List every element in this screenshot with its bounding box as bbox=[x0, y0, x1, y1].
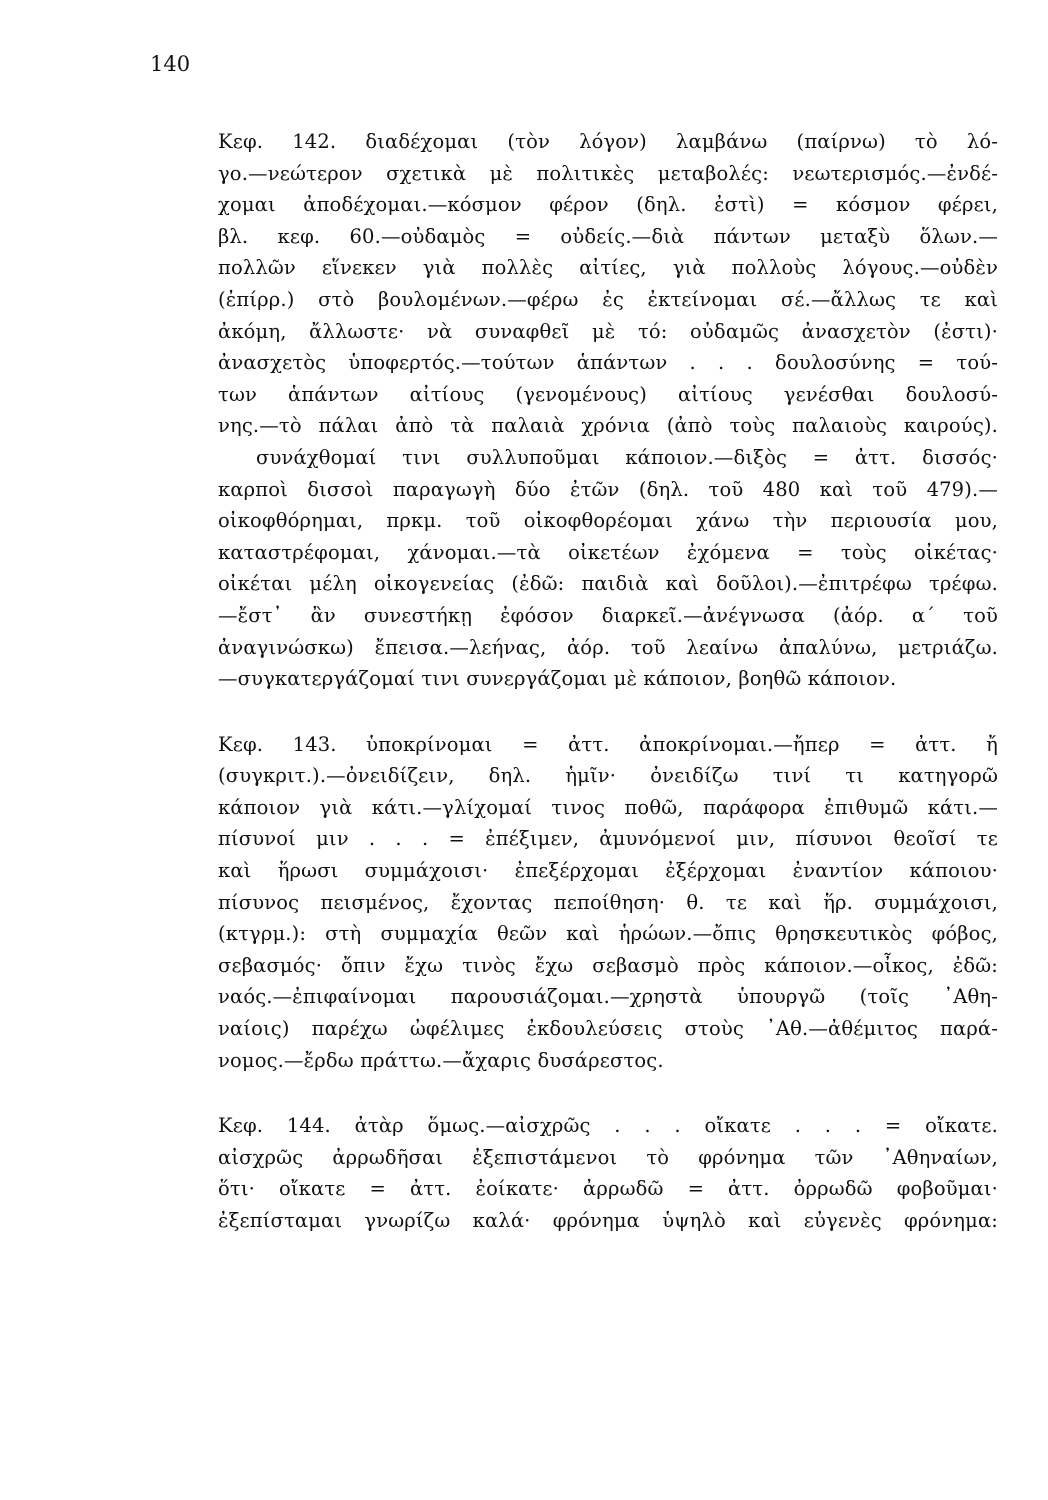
text-line: βλ. κεφ. 60.—οὐδαμὸς = οὐδείς.—διὰ πάντων μεταξὺ ὅλων.— bbox=[218, 224, 998, 248]
text-line: συνάχθομαί τινι συλλυποῦμαι κάποιον.—διξὸς = ἀττ. δισσός· bbox=[256, 445, 998, 469]
text-line: ὅτι· οἴκατε = ἀττ. ἐοίκατε· ἀρρωδῶ = ἀττ. ὀρρωδῶ φοβοῦμαι· bbox=[218, 1177, 998, 1201]
text-line: ἀνασχετὸς ὑποφερτός.—τούτων ἁπάντων . . . δουλοσύνης = τού- bbox=[218, 351, 998, 375]
text-line: ἐξεπίσταμαι γνωρίζω καλά· φρόνημα ὑψηλὸ καὶ εὐγενὲς φρόνημα: bbox=[218, 1209, 998, 1232]
text-line: των ἁπάντων αἰτίους (γενομένους) αἰτίους γενέσθαι δουλοσύ- bbox=[218, 382, 998, 406]
text-line: (κτγρμ.): στὴ συμμαχία θεῶν καὶ ἡρώων.—ὄπις θρησκευτικὸς φόβος, bbox=[218, 922, 998, 946]
text-line: κάποιον γιὰ κάτι.—γλίχομαί τινος ποθῶ, παράφορα ἐπιθυμῶ κάτι.— bbox=[218, 795, 998, 819]
text-line: (ἐπίρρ.) στὸ βουλομένων.—φέρω ἐς ἐκτείνομαι σέ.—ἄλλως τε καὶ bbox=[218, 287, 998, 311]
text-line: Κεφ. 142. διαδέχομαι (τὸν λόγον) λαμβάνω (παίρνω) τὸ λό- bbox=[218, 130, 998, 153]
chapter-144-notes bbox=[218, 1110, 998, 1236]
page-number: 140 bbox=[150, 52, 191, 76]
text-line: (συγκριτ.).—ὀνειδίζειν, δηλ. ἡμῖν· ὀνειδίζω τινί τι κατηγορῶ bbox=[218, 764, 998, 788]
text-line: ἀναγινώσκω) ἔπεισα.—λεήνας, ἀόρ. τοῦ λεαίνω ἀπαλύνω, μετριάζω. bbox=[218, 635, 998, 659]
text-line: Κεφ. 144. ἀτὰρ ὅμως.—αἰσχρῶς . . . οἴκατε . . . = οἴκατε. bbox=[218, 1114, 998, 1138]
text-line: ναός.—ἐπιφαίνομαι παρουσιάζομαι.—χρηστὰ ὑπουργῶ (τοῖς ᾿Αθη- bbox=[218, 985, 998, 1009]
text-line: Κεφ. 143. ὑποκρίνομαι = ἀττ. ἀποκρίνομαι.—ἤπερ = ἀττ. ἤ bbox=[218, 732, 998, 756]
text-line: αἰσχρῶς ἀρρωδῆσαι ἐξεπιστάμενοι τὸ φρόνημα τῶν ᾿Αθηναίων, bbox=[218, 1145, 998, 1169]
text-line: γο.—νεώτερον σχετικὰ μὲ πολιτικὲς μεταβολές: νεωτερισμός.—ἐνδέ- bbox=[218, 161, 998, 185]
text-line: ἀκόμη, ἄλλωστε· νὰ συναφθεῖ μὲ τό: οὐδαμῶς ἀνασχετὸν (ἐστι)· bbox=[218, 319, 998, 343]
text-line: καρποὶ δισσοὶ παραγωγὴ δύο ἐτῶν (δηλ. τοῦ 480 καὶ τοῦ 479).— bbox=[218, 477, 998, 501]
text-line: —συγκατεργάζομαί τινι συνεργάζομαι μὲ κάποιον, βοηθῶ κάποιον. bbox=[218, 667, 897, 691]
text-line: οἰκέται μέλη οἰκογενείας (ἐδῶ: παιδιὰ καὶ δοῦλοι).—ἐπιτρέφω τρέφω. bbox=[218, 572, 998, 596]
text-line: πολλῶν εἵνεκεν γιὰ πολλὲς αἰτίες, γιὰ πολλοὺς λόγους.—οὐδὲν bbox=[218, 256, 998, 280]
text-line: ναίοις) παρέχω ὠφέλιμες ἐκδουλεύσεις στοὺς ᾿Αθ.—ἀθέμιτος παρά- bbox=[218, 1017, 998, 1041]
text-line: καταστρέφομαι, χάνομαι.—τὰ οἰκετέων ἐχόμενα = τοὺς οἰκέτας· bbox=[218, 540, 998, 564]
text-line: χομαι ἀποδέχομαι.—κόσμον φέρον (δηλ. ἐστὶ) = κόσμον φέρει, bbox=[218, 193, 998, 217]
text-line: —ἔστ᾽ ἂν συνεστήκῃ ἐφόσον διαρκεῖ.—ἀνέγνωσα (ἀόρ. α΄ τοῦ bbox=[218, 603, 998, 627]
text-line: οἰκοφθόρημαι, πρκμ. τοῦ οἰκοφθορέομαι χάνω τὴν περιουσία μου, bbox=[218, 509, 998, 533]
text-line: νομος.—ἔρδω πράττω.—ἄχαρις δυσάρεστος. bbox=[218, 1048, 664, 1072]
text-line: πίσυνος πεισμένος, ἔχοντας πεποίθηση· θ. τε καὶ ἥρ. συμμάχοισι, bbox=[218, 890, 998, 914]
text-line: πίσυνοί μιν . . . = ἐπέξιμεν, ἀμυνόμενοί μιν, πίσυνοι θεοῖσί τε bbox=[218, 827, 998, 851]
text-line: νης.—τὸ πάλαι ἀπὸ τὰ παλαιὰ χρόνια (ἀπὸ τοὺς παλαιοὺς καιρούς). bbox=[218, 414, 998, 438]
chapter-143-notes bbox=[218, 729, 998, 1077]
text-line: καὶ ἥρωσι συμμάχοισι· ἐπεξέρχομαι ἐξέρχομαι ἐναντίον κάποιου· bbox=[218, 859, 998, 883]
commentary-text bbox=[218, 126, 998, 1237]
text-line: σεβασμός· ὄπιν ἔχω τινὸς ἔχω σεβασμὸ πρὸς κάποιον.—οἶκος, ἐδῶ: bbox=[218, 953, 998, 977]
chapter-142-notes bbox=[218, 126, 998, 695]
